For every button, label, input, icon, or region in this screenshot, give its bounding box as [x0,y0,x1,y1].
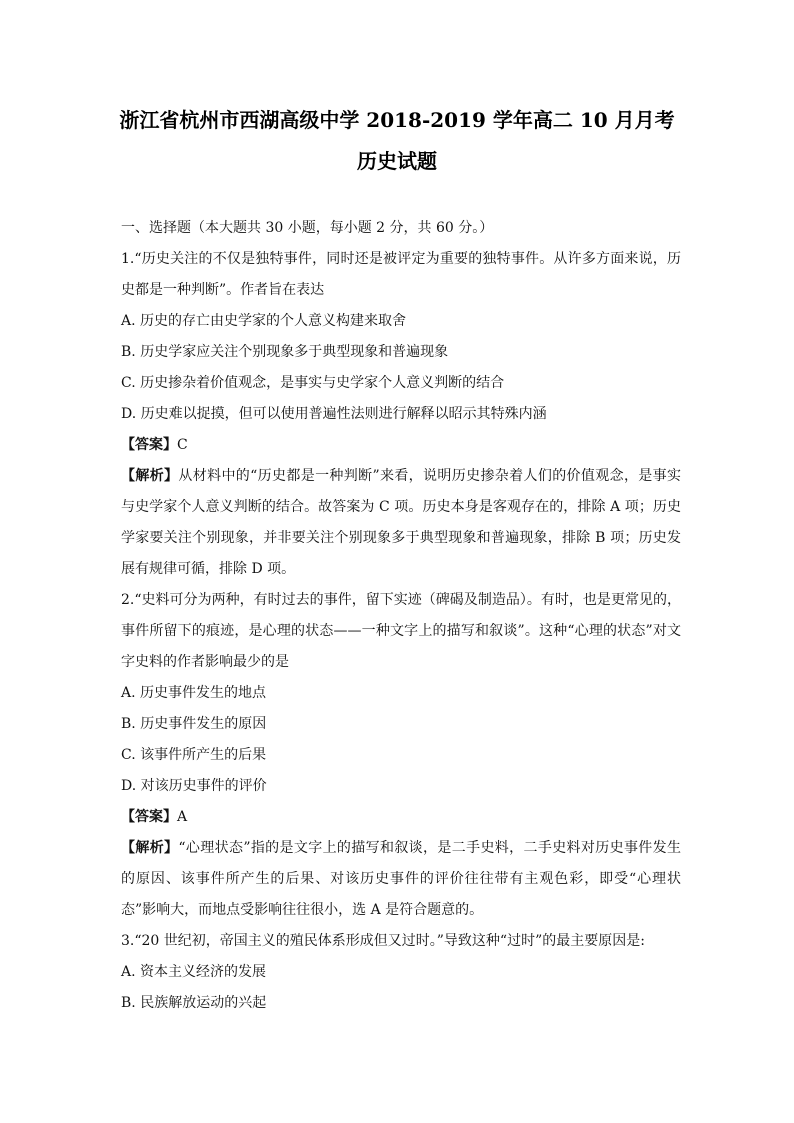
option-b: B. 历史事件发生的原因 [121,716,267,732]
document-subtitle: 历史试题 [357,149,437,173]
option-a: A. 历史事件发生的地点 [121,685,267,701]
option-a: A. 历史的存亡由史学家的个人意义构建来取舍 [121,313,407,329]
analysis-paragraph [121,461,681,585]
document-title: 浙江省杭州市西湖高级中学 2018-2019 学年高二 10 月月考 [119,108,675,132]
analysis-tag: 【解析】 [121,468,179,484]
analysis-text: “心理状态”指的是文字上的描写和叙谈，是二手史料，二手史料对历史事件发生的原因、该事件所产生的后果、对该历史事件的评价往往带有主观色彩，即受“心理状态”影响大，而地点受影响往往很小，选 A 是符合题意的。 [121,840,682,918]
question-stem: 1.“历史关注的不仅是独特事件，同时还是被评定为重要的独特事件。从许多方面来说，历史都是一种判断”。作者旨在表达 [121,251,681,298]
document-body [121,213,681,1019]
answer-line [121,430,681,461]
option-d: D. 历史难以捉摸，但可以使用普遍性法则进行解释以昭示其特殊内涵 [121,406,547,422]
analysis-tag: 【解析】 [121,840,179,856]
question-3 [121,926,681,1019]
answer-tag: 【答案】 [121,809,177,825]
question-stem: 2.“史料可分为两种，有时过去的事件，留下实迹（碑碣及制造品）。有时，也是更常见的，事件所留下的痕迹，是心理的状态——一种文字上的描写和叙谈”。这种“心理的状态”对文字史料的作者影响最少的是 [121,592,681,670]
option-a: A. 资本主义经济的发展 [121,964,267,980]
question-1 [121,244,681,585]
answer-value: A [177,809,188,825]
option-c: C. 历史掺杂着价值观念，是事实与史学家个人意义判断的结合 [121,375,505,391]
option-b: B. 历史学家应关注个别现象多于典型现象和普遍现象 [121,344,449,360]
option-c: C. 该事件所产生的后果 [121,747,267,763]
option-b: B. 民族解放运动的兴起 [121,995,267,1011]
question-stem: 3.“20 世纪初，帝国主义的殖民体系形成但又过时。”导致这种“过时”的最主要原因是: [121,933,645,949]
section-header: 一、选择题（本大题共 30 小题，每小题 2 分，共 60 分。） [121,220,494,236]
option-d: D. 对该历史事件的评价 [121,778,267,794]
question-2 [121,585,681,926]
analysis-paragraph [121,833,681,926]
answer-value: C [177,437,188,453]
answer-line [121,802,681,833]
analysis-text: 从材料中的“历史都是一种判断”来看，说明历史掺杂着人们的价值观念，是事实与史学家个人意义判断的结合。故答案为 C 项。历史本身是客观存在的，排除 A 项；历史学家要关注个别现象，并非要关注个别现象多于典型现象和普遍现象，排除 B 项；历史发展有规律可循，排除 D 项。 [121,468,682,577]
answer-tag: 【答案】 [121,437,177,453]
